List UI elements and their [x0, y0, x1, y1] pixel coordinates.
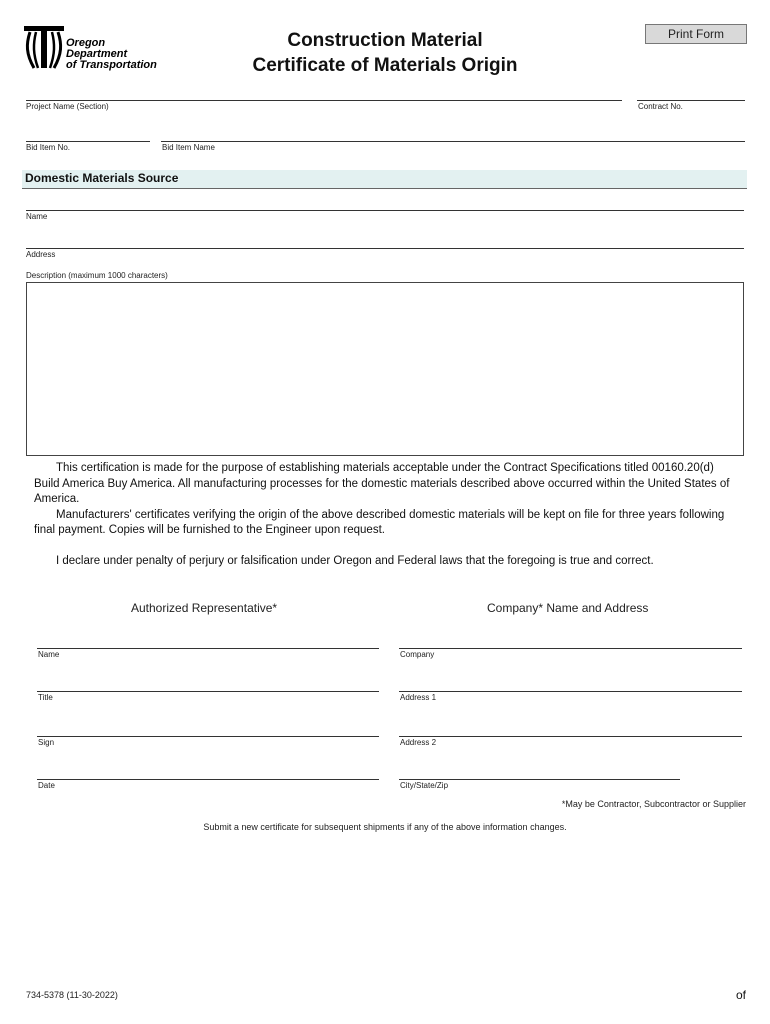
- form-title-line2: Certificate of Materials Origin: [252, 55, 518, 76]
- source-address-input[interactable]: [26, 248, 744, 249]
- bid-item-name-input[interactable]: [161, 141, 745, 142]
- page-of: of: [735, 988, 746, 1002]
- declaration: [34, 554, 742, 570]
- rep-sign-input[interactable]: [37, 736, 379, 737]
- description-label: Description (maximum 1000 characters): [26, 271, 168, 280]
- certification-text: [34, 461, 742, 539]
- bid-item-name-label: Bid Item Name: [162, 143, 215, 152]
- address1-label: Address 1: [400, 693, 437, 702]
- odot-logo-icon: [24, 24, 64, 70]
- company-heading: Company* Name and Address: [487, 601, 649, 615]
- contract-no-label: Contract No.: [638, 102, 683, 111]
- domestic-materials-section-header: [22, 170, 747, 189]
- rep-name-input[interactable]: [37, 648, 379, 649]
- address1-input[interactable]: [399, 691, 742, 692]
- agency-name: [66, 38, 157, 71]
- bid-item-no-label: Bid Item No.: [26, 143, 71, 152]
- contract-no-input[interactable]: [637, 100, 745, 101]
- rep-title-input[interactable]: [37, 691, 379, 692]
- submit-note: Submit a new certificate for subsequent shipments if any of the above information changes.: [203, 822, 567, 832]
- print-form-button[interactable]: Print Form: [645, 24, 747, 44]
- city-state-zip-input[interactable]: [399, 779, 680, 780]
- agency-line: Oregon: [66, 37, 106, 49]
- form-title-line1: Construction Material: [287, 30, 483, 51]
- bid-item-no-input[interactable]: [26, 141, 150, 142]
- rep-title-label: Title: [38, 693, 53, 702]
- asterisk-footnote: *May be Contractor, Subcontractor or Supplier: [561, 799, 746, 809]
- declaration-text: I declare under penalty of perjury or falsification under Oregon and Federal laws that the foregoing is true and correct.: [56, 555, 654, 567]
- source-name-input[interactable]: [26, 210, 744, 211]
- city-state-zip-label: City/State/Zip: [400, 781, 449, 790]
- form-number: 734-5378 (11-30-2022): [26, 990, 118, 1000]
- source-name-label: Name: [26, 212, 48, 221]
- rep-sign-label: Sign: [38, 738, 55, 747]
- certification-paragraph-1: This certification is made for the purpose of establishing materials acceptable under the Contract Specifications titled 00160.20(d) Build America Buy America. All manufacturing processes for the domestic materials described above occurred within the United States of America.: [34, 462, 730, 505]
- rep-name-label: Name: [38, 650, 60, 659]
- project-name-label: Project Name (Section): [26, 102, 109, 111]
- section-title: Domestic Materials Source: [25, 171, 179, 185]
- authorized-rep-heading: Authorized Representative*: [131, 601, 278, 615]
- agency-line: Department: [66, 48, 128, 60]
- address2-input[interactable]: [399, 736, 742, 737]
- agency-line: of Transportation: [66, 59, 157, 71]
- company-input[interactable]: [399, 648, 742, 649]
- certification-paragraph-2: Manufacturers' certificates verifying the origin of the above described domestic materials will be kept on file for three years following final payment. Copies will be furnished to the Engineer upon request.: [34, 508, 725, 536]
- source-address-label: Address: [26, 250, 56, 259]
- address2-label: Address 2: [400, 738, 437, 747]
- company-label: Company: [400, 650, 435, 659]
- project-name-input[interactable]: [26, 100, 622, 101]
- description-textarea[interactable]: [26, 282, 744, 456]
- rep-date-input[interactable]: [37, 779, 379, 780]
- rep-date-label: Date: [38, 781, 55, 790]
